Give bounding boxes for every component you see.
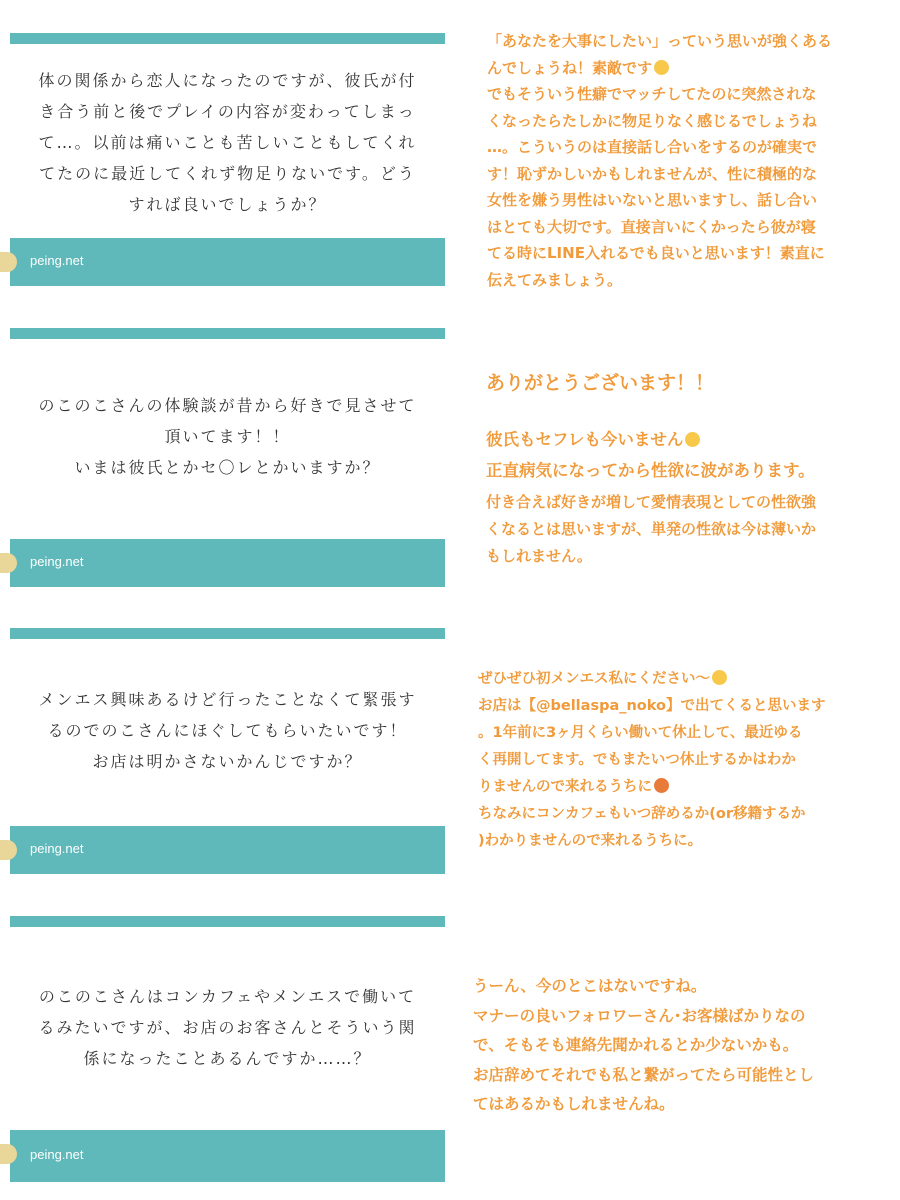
answer-1: 「あなたを大事にしたい」っていう思いが強くある んでしょうね！素敵です でもそういう性癖でマッチしてたのに突然されな くなったらたしかに物足りなく感じるでしょうね …。こういうのは直接話し合いをするのが確実で す！恥ずかしいかもしれませんが、性に積極的な 女性を嫌う男性はいないと思いますし、話し合い はとても大切です。直接言いにくかったら彼が寝 てる時にLINE入れるでも良いと思います！素直に 伝えてみましょう。: [487, 32, 833, 289]
avatar: [0, 1144, 17, 1164]
card-header-bar: [10, 33, 445, 44]
answer-2: ありがとうございます！！ 彼氏もセフレも今いません 正直病気になってから性欲に波があります。 付き合えば好きが増して愛情表現としての性欲強 くなるとは思いますが、単発の性欲は今は薄いか もしれません。: [486, 372, 817, 565]
question-text: のこのこさんはコンカフェやメンエスで働いて るみたいですが、お店のお客さんとそういう関 係になったことあるんですか……？: [38, 987, 417, 1068]
smile-emoji-icon: [654, 60, 669, 75]
question-card-3: [10, 628, 445, 874]
question-card-4: [10, 916, 445, 1182]
card-header-bar: [10, 328, 445, 339]
card-header-bar: [10, 628, 445, 639]
card-footer: [10, 1130, 445, 1182]
angry-face-emoji-icon: [654, 778, 669, 793]
site-link[interactable]: peing.net: [30, 841, 84, 856]
question-text: メンエス興味あるけど行ったことなくて緊張す るのでのこさんにほぐしてもらいたいです！ お店は明かさないかんじですか？: [38, 690, 417, 771]
card-header-bar: [10, 916, 445, 927]
question-card-2: [10, 328, 445, 588]
avatar: [0, 553, 17, 573]
question-card-1: [10, 33, 445, 286]
avatar: [0, 252, 17, 272]
question-text: のこのこさんの体験談が昔から好きで見させて 頂いてます！！ いまは彼氏とかセ〇レとかいますか？: [38, 396, 417, 477]
answer-4: うーん、今のとこはないですね。 マナーの良いフォロワーさん･お客様ばかりなの で、そもそも連絡先聞かれるとか少ないかも。 お店辞めてそれでも私と繋がってたら可能性とし てはあるかもしれませんね。: [473, 977, 815, 1113]
site-link[interactable]: peing.net: [30, 1147, 84, 1162]
card-footer: [10, 826, 445, 874]
upside-down-face-emoji-icon: [685, 432, 700, 447]
avatar: [0, 840, 17, 860]
hands-emoji-icon: [712, 670, 727, 685]
question-text: 体の関係から恋人になったのですが、彼氏が付 き合う前と後でプレイの内容が変わってしまっ て…。以前は痛いことも苦しいこともしてくれ てたのに最近してくれず物足りないです。どう すれば良いでしょうか？: [38, 71, 417, 214]
site-link[interactable]: peing.net: [30, 253, 84, 268]
card-footer: [10, 238, 445, 286]
answer-3: ぜひぜひ初メンエス私にください〜 お店は【@bellaspa_noko】で出てくると思います 。1年前に3ヶ月くらい働いて休止して、最近ゆる く再開してます。でもまたいつ休止するかはわか りませんので来れるうちに ちなみにコンカフェもいつ辞めるか(or移籍するか )わかりませんので来れるうちに。: [478, 671, 826, 849]
card-footer: [10, 539, 445, 587]
site-link[interactable]: peing.net: [30, 554, 84, 569]
